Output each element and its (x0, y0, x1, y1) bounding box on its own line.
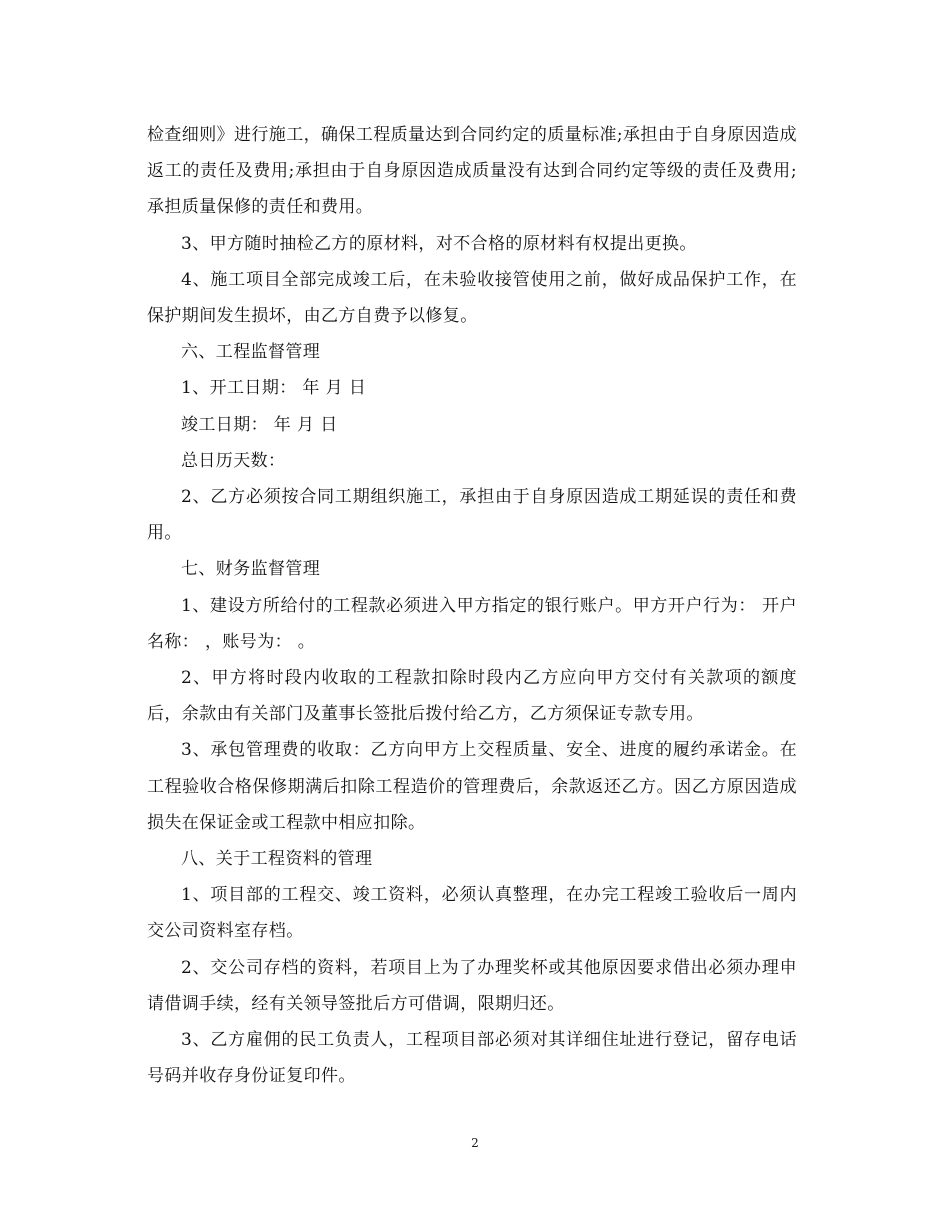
paragraph-archive: 1、项目部的工程交、竣工资料，必须认真整理，在办完工程竣工验收后一周内交公司资料室存档。 (147, 885, 797, 942)
total-days-line: 总日历天数： (181, 450, 286, 471)
paragraph-bank-account: 1、建设方所给付的工程款必须进入甲方指定的银行账户。甲方开户行为： 开户名称： ，账号为： 。 (147, 595, 797, 652)
paragraph-borrow: 2、交公司存档的资料，若项目上为了办理奖杯或其他原因要求借出必须办理申请借调手续，经有关领导签批后方可借调，限期归还。 (147, 957, 797, 1014)
section-heading-8: 八、关于工程资料的管理 (181, 849, 373, 870)
document-body (147, 117, 797, 1094)
section-heading-7: 七、财务监督管理 (181, 559, 321, 580)
paragraph-workers: 3、乙方雇佣的民工负责人，工程项目部必须对其详细住址进行登记，留存电话号码并收存身份证复印件。 (147, 1030, 797, 1087)
paragraph-management-fee: 3、承包管理费的收取：乙方向甲方上交程质量、安全、进度的履约承诺金。在工程验收合格保修期满后扣除工程造价的管理费后，余款返还乙方。因乙方原因造成损失在保证金或工程款中相应扣除。 (147, 740, 797, 833)
start-date-line: 1、开工日期： 年 月 日 (181, 378, 367, 399)
paragraph-payment: 2、甲方将时段内收取的工程款扣除时段内乙方应向甲方交付有关款项的额度后，余款由有关部门及董事长签批后拨付给乙方，乙方须保证专款专用。 (147, 668, 797, 725)
paragraph-schedule: 2、乙方必须按合同工期组织施工，承担由于自身原因造成工期延误的责任和费用。 (147, 487, 797, 544)
completion-date-line: 竣工日期： 年 月 日 (181, 414, 338, 435)
paragraph-2: 3、甲方随时抽检乙方的原材料，对不合格的原材料有权提出更换。 (181, 233, 697, 254)
paragraph-1: 检查细则》进行施工，确保工程质量达到合同约定的质量标准;承担由于自身原因造成返工的责任及费用;承担由于自身原因造成质量没有达到合同约定等级的责任及费用;承担质量保修的责任和费用。 (147, 125, 797, 218)
page-number: 2 (471, 1136, 479, 1150)
section-heading-6: 六、工程监督管理 (181, 342, 321, 363)
paragraph-3: 4、施工项目全部完成竣工后，在未验收接管使用之前，做好成品保护工作，在保护期间发生损坏，由乙方自费予以修复。 (147, 269, 797, 327)
